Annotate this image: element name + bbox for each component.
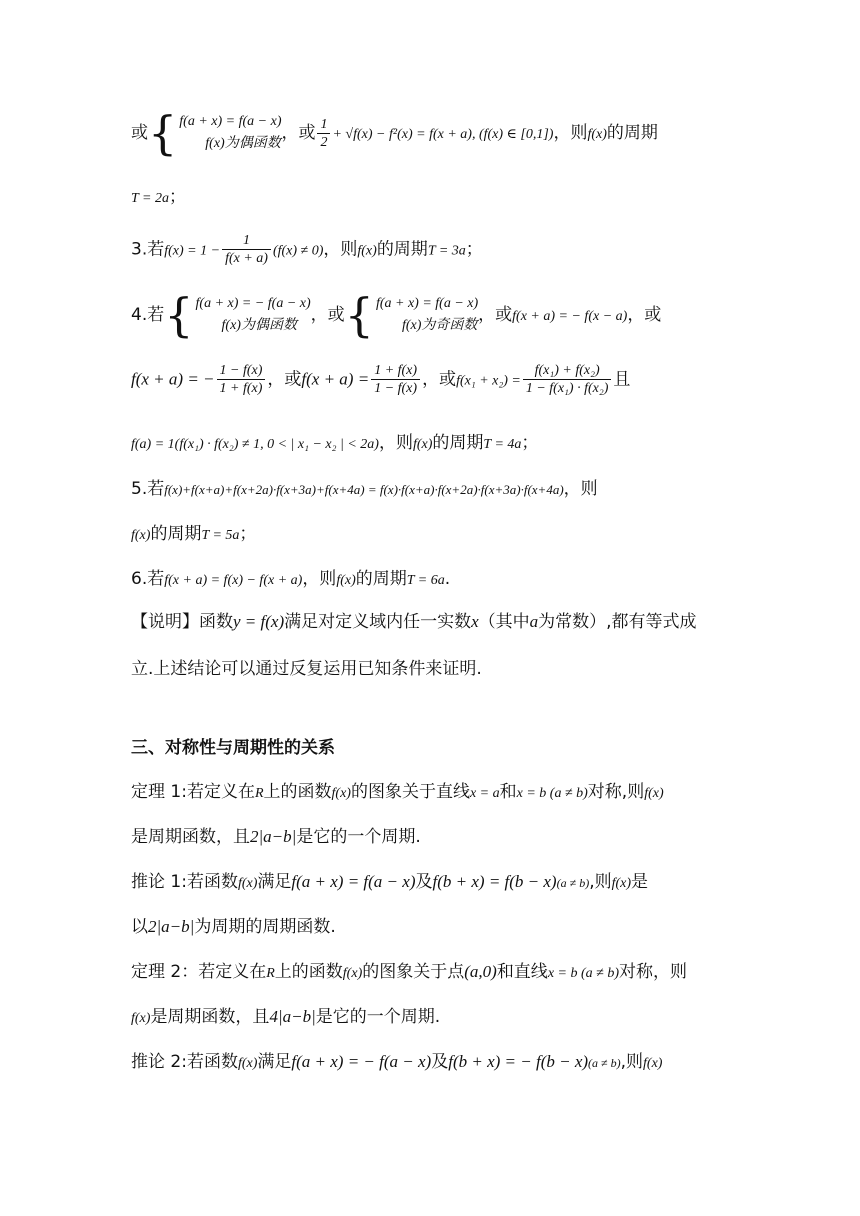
math-condition: (f(x) ≠ 0) xyxy=(272,243,324,259)
corollary-1-line-1: 推论 1:若函数f(x)满足f(a + x) = f(a − x)及f(b + x) = f(b − x)(a ≠ b),则f(x)是 xyxy=(131,872,649,892)
math-equation-2: f(b + x) = − f(b − x) xyxy=(448,1052,589,1071)
left-brace-icon: { xyxy=(148,106,178,160)
math-R: R xyxy=(266,966,275,981)
math-period-value: 2|a−b| xyxy=(148,917,195,936)
equation-system-a: f(a + x) = − f(a − x) f(x)为偶函数 xyxy=(195,296,311,333)
semicolon: ； xyxy=(168,187,186,207)
note-label: 【说明】 xyxy=(131,612,199,632)
math-fx: f(x) xyxy=(131,1011,151,1026)
math-fx: f(x) xyxy=(644,786,664,801)
formula-line-3 xyxy=(131,232,732,272)
left-brace-icon: { xyxy=(164,288,194,342)
math-fx: f(x) xyxy=(331,786,351,801)
fraction: $\frac{\text{f(x₁) + f(x₂)}}{\text{1 − f(x₁) · f(x₂)}}$ xyxy=(523,362,612,397)
math-expression: f(x + a) = f(x) − f(x + a) xyxy=(164,573,303,588)
text-period: 的周期 xyxy=(606,123,658,143)
theorem-1-line-2: 是周期函数，且2|a−b|是它的一个周期. xyxy=(131,827,421,847)
math-expression: f(x + a) = − xyxy=(131,369,215,389)
math-equation-1: f(a + x) = − f(a − x) xyxy=(291,1052,432,1071)
note-line-2: 立.上述结论可以通过反复运用已知条件来证明. xyxy=(131,659,482,679)
text-or: ，或 xyxy=(627,305,662,325)
text-period: 的周期 xyxy=(150,524,202,544)
period-mark: . xyxy=(444,569,451,589)
equation-system-1 xyxy=(179,111,281,155)
math-fx: f(x) xyxy=(342,966,363,981)
period-3a: T = 3a xyxy=(427,243,466,259)
math-R: R xyxy=(254,786,264,801)
math-period-value: 2|a−b| xyxy=(250,827,297,846)
math-fx: f(x) xyxy=(611,876,632,891)
formula-line-5 xyxy=(131,362,732,408)
sqrt-expression: + √f(x) − f²(x) = f(x + a), (f(x) ∈ [0,1]) xyxy=(332,127,554,142)
math-expression: f(x + a) = xyxy=(301,369,370,389)
period-2a: T = 2a xyxy=(131,191,169,206)
text-period: 的周期 xyxy=(432,433,484,453)
formula-line-6 xyxy=(131,430,732,458)
math-expression: f(a) = 1(f(x₁) · f(x₂) ≠ 1, 0 < | x₁ − x₂ | < 2a) xyxy=(131,437,379,452)
theorem-2-line-2: f(x)是周期函数，且4|a−b|是它的一个周期. xyxy=(131,1007,441,1027)
math-a: a xyxy=(529,612,539,631)
math-fx: f(x) xyxy=(237,876,258,891)
section-heading: 三、对称性与周期性的关系 xyxy=(131,738,335,758)
formula-line-7 xyxy=(131,476,732,503)
left-brace-icon: { xyxy=(344,288,374,342)
math-line-a: x = a xyxy=(469,786,500,801)
math-fx: f(x) xyxy=(357,243,377,259)
text-period: 的周期 xyxy=(376,239,428,260)
math-point: (a,0) xyxy=(464,962,497,981)
text-or: ，或 xyxy=(267,369,302,390)
theorem-2-line-1: 定理 2：若定义在R上的函数f(x)的图象关于点(a,0)和直线x = b (a ≠ b)对称，则 xyxy=(131,962,687,982)
math-condition: (a ≠ b) xyxy=(588,1056,621,1070)
corollary-1-line-2: 以2|a−b|为周期的周期函数. xyxy=(131,917,336,937)
math-expression: f(x)+f(x+a)+f(x+2a)·f(x+3a)+f(x+4a) = f(x)·f(x+a)·f(x+2a)·f(x+3a)·f(x+4a) xyxy=(164,482,564,497)
semicolon: ； xyxy=(521,433,539,453)
math-expression: f(x + a) = − f(x − a) xyxy=(512,309,628,324)
system-row-2: f(x)为偶函数 xyxy=(205,136,281,151)
math-condition: (a ≠ b) xyxy=(556,876,590,890)
text-or: ，或 xyxy=(422,369,457,390)
formula-line-1 xyxy=(131,106,732,162)
math-fx: f(x) xyxy=(237,1056,258,1071)
text-period: 的周期 xyxy=(355,569,407,589)
math-fx: f(x) xyxy=(643,1056,663,1071)
math-period-value: 4|a−b| xyxy=(269,1007,316,1026)
text-or: ，或 xyxy=(478,305,513,325)
formula-line-2 xyxy=(131,184,732,212)
text-then: ，则 xyxy=(563,479,598,499)
text-or: ，或 xyxy=(310,305,345,325)
text-then: ，则 xyxy=(302,569,337,589)
text-then: ，则 xyxy=(553,123,588,143)
item-number: 3.若 xyxy=(131,239,165,260)
fraction: $\frac{1}{f(x + a)}$ xyxy=(222,232,271,267)
semicolon: ； xyxy=(239,524,257,544)
equation-system-b: f(a + x) = f(a − x) f(x)为奇函数 xyxy=(375,296,479,333)
item-number: 4.若 xyxy=(131,305,165,325)
math-line-b: x = b (a ≠ b) xyxy=(547,966,619,981)
math-expression: f(x₁ + x₂) = xyxy=(456,373,521,389)
item-number: 5.若 xyxy=(131,479,165,499)
system-row-1: f(a + x) = f(a − x) xyxy=(179,114,282,129)
semicolon: ； xyxy=(465,239,483,260)
math-y-fx: y = f(x) xyxy=(233,612,285,631)
fraction: $\frac{1 + f(x)}{1 - f(x)}$ xyxy=(371,362,420,397)
period-5a: T = 5a xyxy=(201,528,240,543)
text-then: ，则 xyxy=(323,239,358,260)
math-line-b: x = b (a ≠ b) xyxy=(516,786,588,801)
fraction: $\frac{1 - f(x)}{1 + f(x)}$ xyxy=(217,362,266,397)
math-equation-2: f(b + x) = f(b − x) xyxy=(432,872,557,891)
math-fx: f(x) xyxy=(412,437,433,452)
math-fx: f(x) xyxy=(587,127,607,142)
period-4a: T = 4a xyxy=(483,437,522,452)
math-fx: f(x) xyxy=(336,573,356,588)
formula-line-4 xyxy=(131,288,732,344)
theorem-1-line-1: 定理 1:若定义在R上的函数f(x)的图象关于直线x = a和x = b (a ≠ b)对称,则f(x) xyxy=(131,782,664,802)
item-number: 6.若 xyxy=(131,569,165,589)
text-or: ，或 xyxy=(281,123,316,143)
text-or: 或 xyxy=(131,123,148,143)
math-equation-1: f(a + x) = f(a − x) xyxy=(291,872,416,891)
text-and: 且 xyxy=(613,369,631,390)
formula-line-9 xyxy=(131,566,732,594)
note-line-1: 【说明】函数y = f(x)满足对定义域内任一实数x（其中a为常数）,都有等式成 xyxy=(131,612,697,632)
text-then: ，则 xyxy=(378,433,413,453)
corollary-2-line-1: 推论 2:若函数f(x)满足f(a + x) = − f(a − x)及f(b + x) = − f(b − x)(a ≠ b),则f(x) xyxy=(131,1052,663,1072)
fraction-half: $\frac{1}{2}$ xyxy=(317,116,330,151)
formula-line-8 xyxy=(131,521,732,549)
math-fx: f(x) xyxy=(131,528,151,543)
period-6a: T = 6a xyxy=(406,573,445,588)
math-expression: f(x) = 1 − xyxy=(164,243,221,259)
math-x: x xyxy=(471,612,479,631)
